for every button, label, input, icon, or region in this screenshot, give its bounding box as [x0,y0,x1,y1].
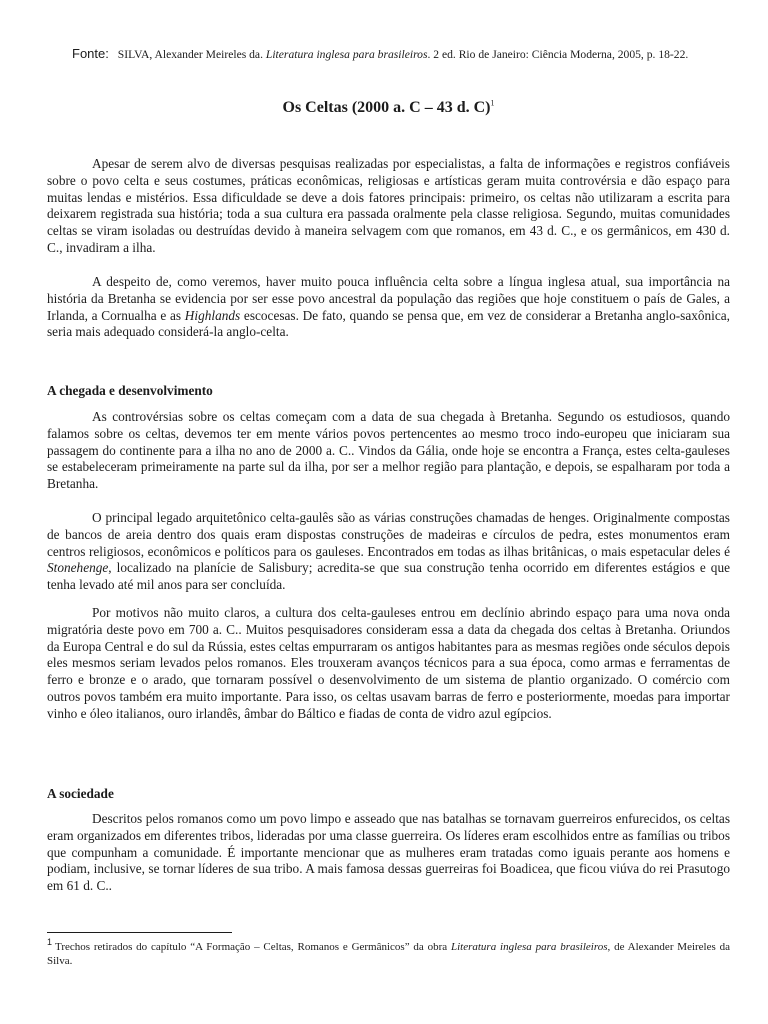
title-footnote-mark: 1 [490,98,495,108]
intro-paragraph-2 [47,274,730,341]
footnote-divider [47,932,232,933]
intro-p2-text-a: A despeito de, como veremos, haver muito pouca influência celta sobre a língua inglesa atual, sua importância na história da Bretanha se evidencia por ser esse povo ancestral da população das regiões que hoje constituem o país de Gales, a Irlanda, a Cornualha e as [47,274,730,323]
footnote-text-b: , de Alexander Meireles da Silva. [47,941,730,967]
source-citation [72,46,732,61]
footnote-text-a: Trechos retirados do capítulo “A Formação – Celtas, Romanos e Germânicos” da obra [55,941,451,953]
intro-p2-text-b: escocesas. De fato, quando se pensa que, em vez de considerar a Bretanha anglo-saxônica, seria mais adequado considerá-la anglo-celta. [47,307,730,340]
intro-p2-emphasis: Highlands [184,307,241,323]
page-title-text: Os Celtas (2000 a. C – 43 d. C) [282,99,491,116]
section-heading-chegada: A chegada e desenvolvimento [47,383,213,398]
intro-paragraph-1: Apesar de serem alvo de diversas pesquisas realizadas por especialistas, a falta de informações e registros confiáveis sobre o povo celta e seus costumes, práticas econômicas, religiosas e artísticas geram muita controvérsia e dão espaço para muitas lendas e mistérios. Essa dificuldade se deve a dois fatores principais: primeiro, os celtas não utilizaram a escrita para deixarem registrada sua história; toda a sua cultura era passada oralmente pela classe religiosa. Segundo, muitas comunidades celtas se viram isoladas ou destruídas devido à maneira selvagem com que romanos, em 43 d. C., e os germânicos, em 430 d. C., invadiram a ilha. [47,156,730,255]
sociedade-paragraph-1: Descritos pelos romanos como um povo limpo e asseado que nas batalhas se tornavam guerreiros enfurecidos, os celtas eram organizados em diferentes tribos, lideradas por uma classe guerreira. Os líderes eram escolhidos entre as famílias ou tribos que compunham a comunidade. É importante mencionar que as mulheres eram tratadas como iguais perante aos homens e podiam, inclusive, se tornar líderes de sua tribo. A mais famosa dessas guerreiras foi Boadicea, que ficou viúva do rei Prasutogo em 61 d. C.. [47,811,730,894]
source-author: SILVA, Alexander Meireles da. [117,48,263,61]
source-label: Fonte: [72,46,109,61]
chegada-paragraph-2 [47,510,730,594]
source-details: . 2 ed. Rio de Janeiro: Ciência Moderna, 2005, p. 18-22. [427,48,689,61]
chegada-p2-text-a: O principal legado arquitetônico celta-gaulês são as várias construções chamadas de henges. Originalmente compostas de bancos de areia dentro dos quais eram dispostas construções de madeiras e círculos de pedra, estes monumentos eram centros religiosos, econômicos e políticos para os gauleses. Encontrados em todas as ilhas britânicas, o mais espetacular deles é [47,510,730,559]
footnote [47,937,730,968]
chegada-p2-text-b: , localizado na planície de Salisbury; acredita-se que sua construção tenha ocorrido em diferentes estágios e que tenha levado até mil anos para ser concluída. [47,560,730,593]
section-heading-sociedade: A sociedade [47,786,114,801]
chegada-paragraph-3: Por motivos não muito claros, a cultura dos celta-gauleses entrou em declínio abrindo espaço para uma nova onda migratória deste povo em 700 a. C.. Muitos pesquisadores consideram essa a data da chegada dos celtas à Bretanha. Oriundos da Europa Central e do sul da Rússia, estes celtas empurraram os antigos habitantes para as mesmas regiões onde séculos depois eles mesmos seriam levados pelos romanos. Eles trouxeram avanços técnicos para a sua época, como armas e ferramentas de ferro e bronze e o arado, que tornaram possível o desenvolvimento de um sistema de plantio organizado. O comércio com outros povos também era muito importante. Para isso, os celtas usavam barras de ferro e posteriormente, moedas para importar vinho e óleo italianos, ouro irlandês, âmbar do Báltico e fiadas de conta de vidro azul egípcios. [47,605,730,721]
page-title [47,99,730,117]
footnote-book-title: Literatura inglesa para brasileiros [450,941,608,953]
chegada-paragraph-1: As controvérsias sobre os celtas começam com a data de sua chegada à Bretanha. Segundo os estudiosos, quando falamos sobre os celtas, devemos ter em mente vários povos pertencentes ao mesmo troco indo-europeu que iniciaram sua passagem do continente para a ilha no ano de 2000 a. C.. Vindos da Gália, onde hoje se encontra a França, estes celta-gauleses se estabeleceram primeiramente na parte sul da ilha, por ser a melhor região para plantação, e depois, se espalharam por toda a Bretanha. [47,409,730,492]
source-book-title: Literatura inglesa para brasileiros [265,48,428,61]
chegada-p2-emphasis: Stonehenge [47,560,109,576]
footnote-number: 1 [47,937,53,948]
